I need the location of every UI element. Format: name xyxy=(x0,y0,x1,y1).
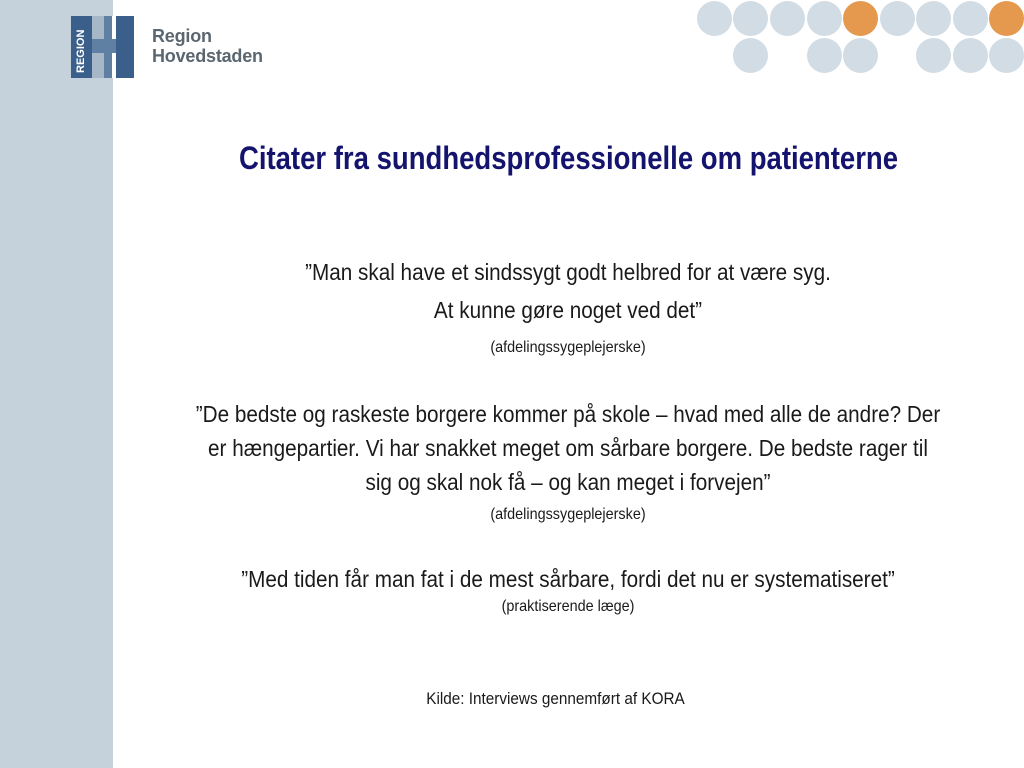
dot xyxy=(733,38,768,73)
quote-3 xyxy=(174,562,962,596)
quote-1 xyxy=(174,255,962,327)
quote-2-attribution: (afdelingssygeplejerske) xyxy=(490,506,646,523)
dot-orange xyxy=(843,1,878,36)
dot-orange xyxy=(989,1,1024,36)
left-decorative-band xyxy=(0,0,113,768)
quote-1-line-1: ”Man skal have et sindssygt godt helbred for at være syg. xyxy=(305,259,831,285)
dot xyxy=(916,38,951,73)
dot xyxy=(916,1,951,36)
region-h-logo-icon xyxy=(71,16,134,78)
dot xyxy=(807,38,842,73)
source-note: Kilde: Interviews gennemført af KORA xyxy=(426,689,685,708)
quote-2-line-3: sig og skal nok få – og kan meget i forvejen” xyxy=(365,469,771,495)
decorative-dot-pattern xyxy=(695,0,1024,76)
dot xyxy=(989,38,1024,73)
quote-2-line-1: ”De bedste og raskeste borgere kommer på skole – hvad med alle de andre? Der xyxy=(195,401,941,427)
dot xyxy=(770,1,805,36)
dot xyxy=(880,1,915,36)
dot xyxy=(697,1,732,36)
logo-mark-text: REGION xyxy=(75,29,87,73)
logo-wordmark xyxy=(152,26,263,66)
quote-3-line-1: ”Med tiden får man fat i de mest sårbare, fordi det nu er systematiseret” xyxy=(241,566,895,592)
quote-2-line-2: er hængepartier. Vi har snakket meget om sårbare borgere. De bedste rager til xyxy=(208,435,928,461)
dot xyxy=(843,38,878,73)
dot xyxy=(733,1,768,36)
quote-2 xyxy=(174,397,962,499)
logo-line-1: Region xyxy=(152,26,212,46)
quote-1-attribution: (afdelingssygeplejerske) xyxy=(490,339,646,356)
logo-line-2: Hovedstaden xyxy=(152,46,263,66)
dot xyxy=(807,1,842,36)
quote-1-line-2: At kunne gøre noget ved det” xyxy=(433,297,703,323)
region-hovedstaden-logo xyxy=(71,16,281,80)
dot xyxy=(953,1,988,36)
slide-title: Citater fra sundhedsprofessionelle om patienterne xyxy=(238,140,899,176)
quote-3-attribution: (praktiserende læge) xyxy=(501,598,635,615)
dot xyxy=(953,38,988,73)
